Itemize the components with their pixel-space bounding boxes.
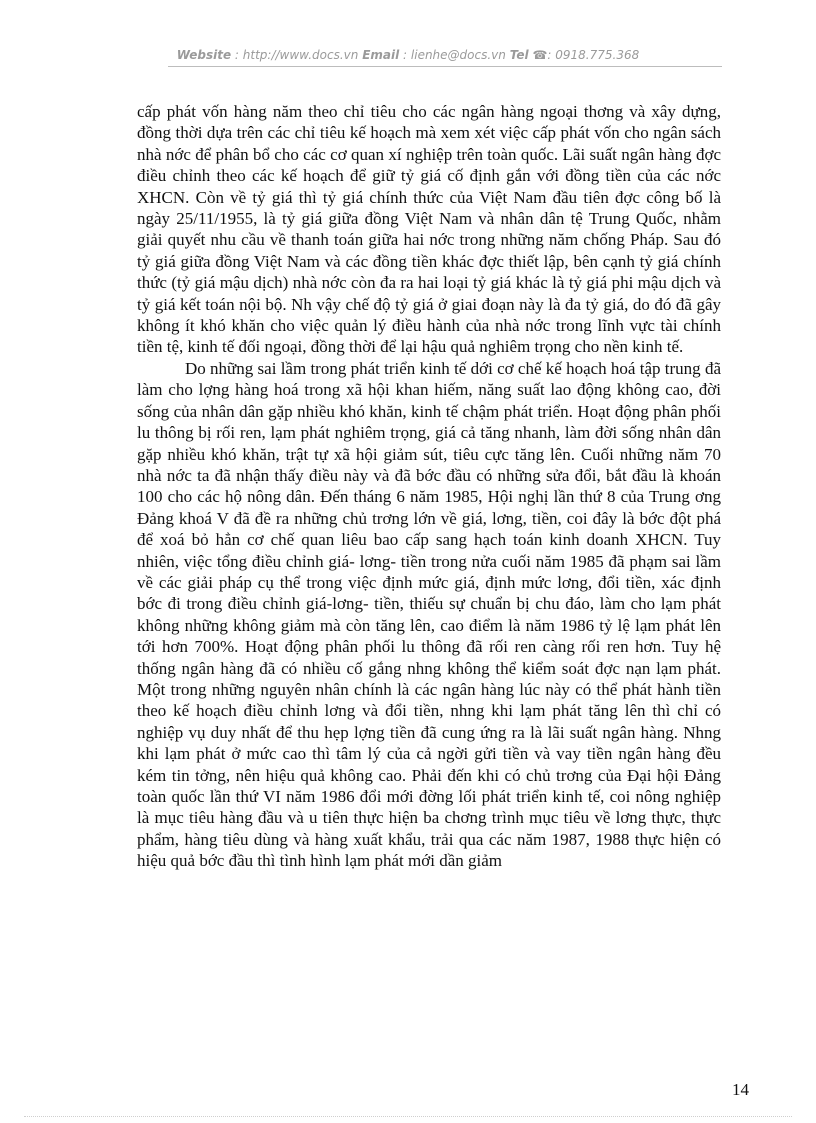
phone-icon: ☎ xyxy=(532,48,548,62)
tel-label: Tel xyxy=(509,48,529,62)
header-divider xyxy=(168,66,722,67)
paragraph-continued: cấp phát vốn hàng năm theo chỉ tiêu cho các ngân hàng ngoại thơng và xây dựng, đồng thời dựa trên các chỉ tiêu kế hoạch mà xem xét việc cấp phát vốn cho ngân sách nhà nớc để phân bổ cho các cơ quan xí nghiệp trên toàn quốc. Lãi suất ngân hàng đợc điều chỉnh theo các kế hoạch để giữ tỷ giá cố định gắn với đồng tiền của các nớc XHCN. Còn về tỷ giá thì tỷ giá chính thức của Việt Nam đầu tiên đợc công bố là ngày 25/11/1955, là tỷ giá giữa đồng Việt Nam và nhân dân tệ Trung Quốc, nhằm giải quyết nhu cầu về thanh toán giữa hai nớc trong những năm chống Pháp. Sau đó tỷ giá giữa đồng Việt Nam và các đồng tiền khác đợc thiết lập, bên cạnh tỷ giá chính thức (tỷ giá mậu dịch) nhà nớc còn đa ra hai loại tỷ giá khác là tỷ giá phi mậu dịch và tỷ giá kết toán nội bộ. Nh vậy chế độ tỷ giá ở giai đoạn này là đa tỷ giá, do đó đã gây không ít khó khăn cho việc quản lý điều hành của nhà nớc trong lĩnh vực tài chính tiền tệ, kinh tế đối ngoại, đồng thời để lại hậu quả nghiêm trọng cho nền kinh tế. xyxy=(137,102,721,357)
email-label: Email xyxy=(362,48,400,62)
email-value: : lienhe@docs.vn xyxy=(403,48,506,62)
page-number: 14 xyxy=(732,1080,749,1099)
footer-divider xyxy=(24,1116,792,1117)
website-value: : http://www.docs.vn xyxy=(234,48,359,62)
page-header xyxy=(0,48,816,62)
website-label: Website xyxy=(176,48,232,62)
document-body xyxy=(137,101,721,872)
tel-value: : 0918.775.368 xyxy=(547,48,640,62)
paragraph: Do những sai lầm trong phát triển kinh tế dới cơ chế kế hoạch hoá tập trung đã làm cho lợng hàng hoá trong xã hội khan hiếm, năng suất lao động không cao, đời sống của nhân dân gặp nhiều khó khăn, kinh tế chậm phát triển. Hoạt động phân phối lu thông bị rối ren, lạm phát nghiêm trọng, giá cả tăng nhanh, làm đời sống nhân dân gặp nhiều khó khăn, trật tự xã hội giảm sút, tiêu cực tăng lên. Cuối những năm 70 nhà nớc ta đã nhận thấy điều này và đã bớc đầu có những sửa đổi, bắt đầu là khoán 100 cho các hộ nông dân. Đến tháng 6 năm 1985, Hội nghị lần thứ 8 của Trung ơng Đảng khoá V đã đề ra những chủ trơng lớn về giá, lơng, tiền, coi đây là bớc đột phá để xoá bỏ hẳn cơ chế quan liêu bao cấp sang hạch toán kinh doanh XHCN. Tuy nhiên, việc tổng điều chỉnh giá- lơng- tiền trong nửa cuối năm 1985 đã phạm sai lầm về các giải pháp cụ thể trong việc định mức giá, định mức lơng, đổi tiền, xác định bớc đi trong điều chỉnh giá-lơng- tiền, thiếu sự chuẩn bị chu đáo, làm cho lạm phát không những không giảm mà còn tăng lên, cao điểm là năm 1986 tỷ lệ lạm phát lên tới hơn 700%. Hoạt động phân phối lu thông đã rối ren càng rối ren hơn. Tuy hệ thống ngân hàng đã có nhiều cố gắng nhng không thể kiểm soát đợc nạn lạm phát. Một trong những nguyên nhân chính là các ngân hàng lúc này có thể phát hành tiền theo kế hoạch điều chỉnh lơng và đổi tiền, nhng khi lạm phát tăng lên thì chỉ có nghiệp vụ duy nhất để thu hẹp lợng tiền đã cung ứng ra là lãi suất ngân hàng. Nhng khi lạm phát ở mức cao thì tâm lý của cả ngời gửi tiền và vay tiền ngân hàng đều kém tin tởng, nên hiệu quả không cao. Phải đến khi có chủ trơng của Đại hội Đảng toàn quốc lần thứ VI năm 1986 đổi mới đờng lối phát triển kinh tế, coi nông nghiệp là mục tiêu hàng đầu và u tiên thực hiện ba chơng trình mục tiêu về lơng thực, thực phẩm, hàng tiêu dùng và hàng xuất khẩu, trải qua các năm 1987, 1988 thực hiện có hiệu quả bớc đầu thì tình hình lạm phát mới dần giảm xyxy=(137,358,721,871)
